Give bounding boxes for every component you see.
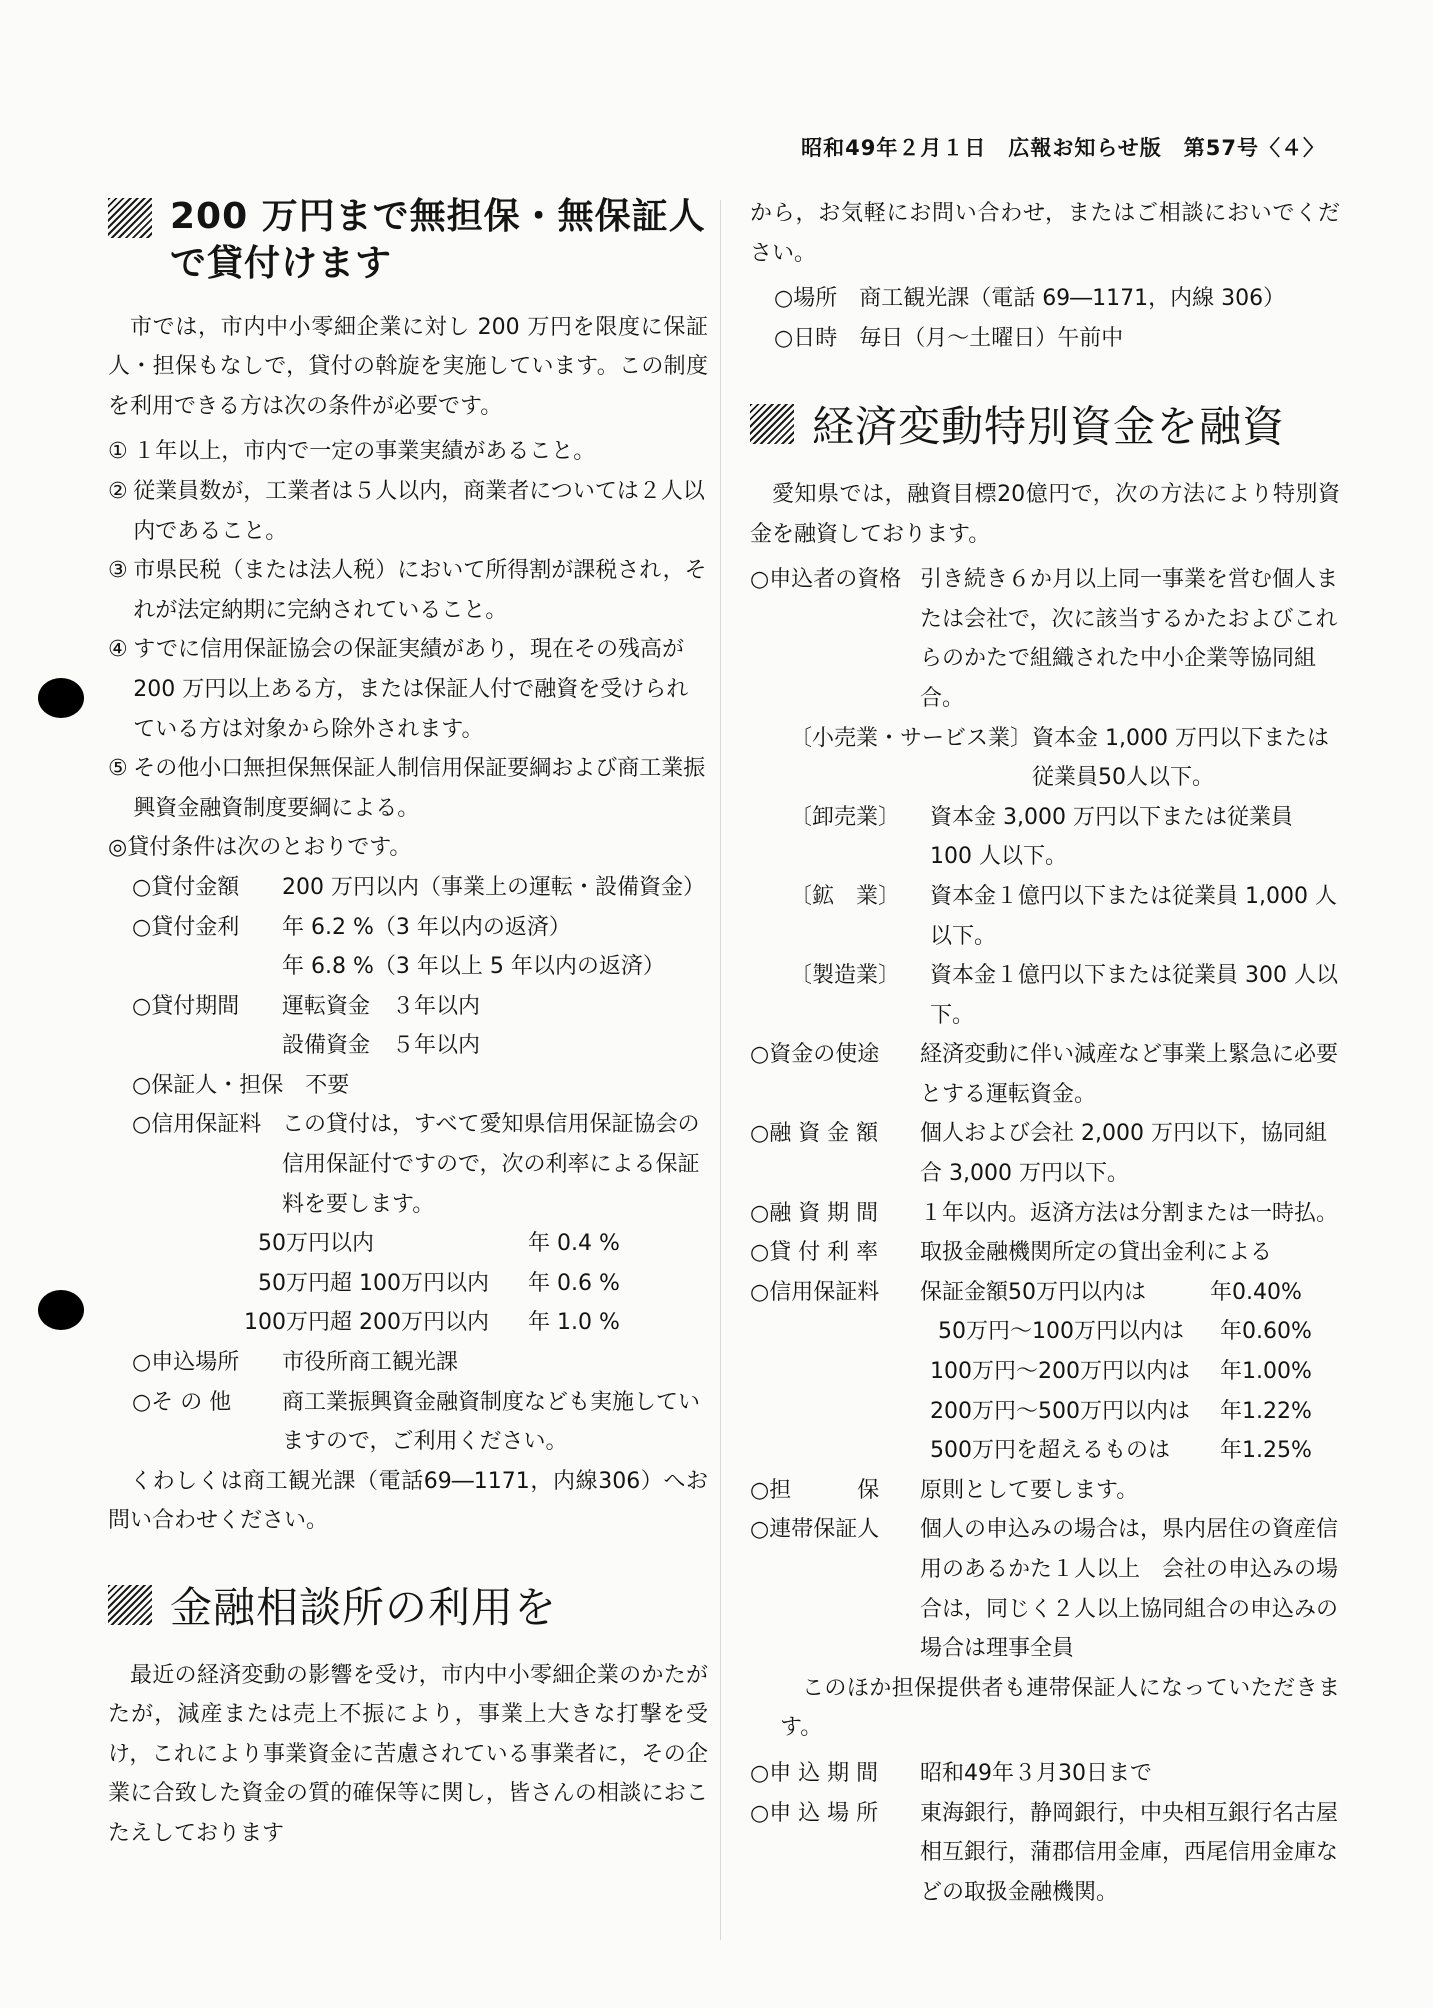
lending-rate-row: ○貸 付 利 率 取扱金融機関所定の貸出金利による — [750, 1240, 1273, 1266]
continuation-paragraph: から，お気軽にお問い合わせ，またはご相談においでください。 — [750, 201, 1340, 266]
section-title: 金融相談所の利用を — [170, 1583, 558, 1632]
conditions-list — [108, 432, 708, 828]
fee-table-row: 50万円以内 年 0.4 % — [258, 1231, 620, 1257]
loan-terms — [132, 868, 708, 1224]
hatch-mark-icon — [108, 198, 152, 238]
condition-item: ⑤ その他小口無担保無保証人制信用保証要綱および商工業振興資金融資制度要綱による。 — [108, 756, 706, 821]
fee-table-row: 50万円～100万円以内は 年0.60% — [938, 1319, 1312, 1345]
consultation-paragraph: 最近の経済変動の影響を受け，市内中小零細企業のかたがたが，減産または売上不振により，事業上大きな打撃を受け，これにより事業資金に苦慮されている事業者に，その企業に合致した資金の質的確保等に関し，皆さんの相談におこたえしております — [108, 1662, 708, 1846]
contact-paragraph: くわしくは商工観光課（電話69―1171，内線306）へお問い合わせください。 — [108, 1468, 708, 1534]
guarantor-row: ○保証人・担保 不要 — [132, 1072, 350, 1098]
application-place-row: ○申込場所 市役所商工観光課 — [132, 1350, 459, 1376]
joint-guarantor-row: ○連帯保証人 個人の申込みの場合は，県内居住の資産信用のあるかた１人以上 会社の申込みの場合は，同じく２人以上協同組合の申込みの場合は理事全員 — [750, 1517, 1339, 1662]
fee-table-row: 50万円超 100万円以内 年 0.6 % — [258, 1270, 620, 1296]
industry-row: 〔小売業・サービス業〕 資本金 1,000 万円以下または従業員50人以下。 — [790, 725, 1329, 791]
condition-item: ① １年以上，市内で一定の事業実績があること。 — [108, 439, 596, 465]
fee-table-row: 200万円～500万円以内は 年1.22% — [930, 1398, 1312, 1424]
guarantee-fee-row: ○信用保証料 この貸付は，すべて愛知県信用保証協会の信用保証付ですので，次の利率による保証料を要します。 — [132, 1112, 700, 1217]
special-funds-intro: 愛知県では，融資目標20億円で，次の方法により特別資金を融資しております。 — [750, 481, 1340, 547]
industry-row: 〔卸売業〕 資本金 3,000 万円以下または従業員 100 人以下。 — [790, 804, 1293, 870]
application-period-row: ○申 込 期 間 昭和49年３月30日まで — [750, 1760, 1152, 1786]
section-heading-special-funds — [750, 400, 1340, 455]
fee-table-row: 100万円超 200万円以内 年 1.0 % — [244, 1310, 620, 1336]
industry-row: 〔製造業〕 資本金１億円以下または従業員 300 人以下。 — [790, 963, 1338, 1028]
fund-use-row: ○資金の使途 経済変動に伴い減産など事業上緊急に必要とする運転資金。 — [750, 1042, 1339, 1107]
section-title: 200 万円まで無担保・無保証人 で貸付けます — [170, 196, 706, 284]
financing-period-row: ○融 資 期 間 １年以内。返済方法は分割または一時払。 — [750, 1200, 1339, 1226]
consultation-details — [774, 279, 1340, 358]
credit-guarantee-fee-table — [750, 1312, 1340, 1470]
hatch-mark-icon — [108, 1585, 152, 1625]
collateral-row: ○担 保 原則として要します。 — [750, 1477, 1139, 1503]
credit-guarantee-fee-row: ○信用保証料 保証金額50万円以内は 年0.40% — [750, 1279, 1302, 1305]
left-column — [108, 194, 708, 1860]
application-info — [132, 1343, 708, 1462]
fee-table-row: 100万円～200万円以内は 年1.00% — [930, 1359, 1312, 1385]
page-header: 昭和49年２月１日 広報お知らせ版 第57号〈４〉 — [801, 136, 1325, 160]
punch-hole-top — [38, 678, 84, 718]
column-divider — [720, 200, 721, 1940]
section-heading-unsecured-loan — [108, 194, 708, 288]
consultation-datetime: ○日時 毎日（月～土曜日）午前中 — [774, 325, 1124, 351]
joint-guarantor-note: このほか担保提供者も連帯保証人になっていただきます。 — [780, 1675, 1340, 1741]
financing-amount-row: ○融 資 金 額 個人および会社 2,000 万円以下，協同組合 3,000 万円以下。 — [750, 1121, 1327, 1187]
condition-item: ② 従業員数が，工業者は５人以内，商業者については２人以内であること。 — [108, 478, 705, 544]
loan-period-row: ○貸付期間 運転資金 ３年以内 設備資金 ５年以内 — [132, 993, 481, 1059]
condition-item: ④ すでに信用保証協会の保証実績があり，現在その残高が 200 万円以上ある方，または保証人付で融資を受けられている方は対象から除外されます。 — [108, 637, 689, 742]
section-title: 経済変動特別資金を融資 — [812, 402, 1286, 452]
guarantee-fee-table — [244, 1224, 708, 1343]
punch-hole-bottom — [38, 1290, 84, 1330]
loan-terms-title: ◎貸付条件は次のとおりです。 — [108, 835, 412, 861]
industry-row: 〔鉱 業〕 資本金１億円以下または従業員 1,000 人以下。 — [790, 883, 1337, 949]
loan-interest-row: ○貸付金利 年 6.2 %（3 年以内の返済） 年 6.8 %（3 年以上 5 年以内の返済） — [132, 914, 665, 980]
right-column — [750, 194, 1340, 1912]
fee-table-row: 500万円を超えるものは 年1.25% — [930, 1438, 1312, 1464]
hatch-mark-icon — [750, 404, 794, 444]
intro-paragraph: 市では，市内中小零細企業に対し 200 万円を限度に保証人・担保もなしで，貸付の斡旋を実施しています。この制度を利用できる方は次の条件が必要です。 — [108, 314, 708, 419]
section-heading-consultation — [108, 1581, 708, 1636]
eligibility-row: ○申込者の資格 引き続き６か月以上同一事業を営む個人または会社で，次に該当するかたおよびこれらのかたで組織された中小企業等協同組合。 — [750, 567, 1339, 711]
condition-item: ③ 市県民税（または法人税）において所得割が課税され，それが法定納期に完納されていること。 — [108, 558, 707, 623]
loan-amount-row: ○貸付金額 200 万円以内（事業上の運転・設備資金） — [132, 874, 705, 900]
consultation-place: ○場所 商工観光課（電話 69―1171，内線 306） — [774, 286, 1286, 312]
application-place-row: ○申 込 場 所 東海銀行，静岡銀行，中央相互銀行名古屋相互銀行，蒲郡信用金庫，西尾信用金庫などの取扱金融機関。 — [750, 1800, 1339, 1905]
other-row: ○そ の 他 商工業振興資金融資制度なども実施していますので，ご利用ください。 — [132, 1389, 701, 1455]
industry-list — [750, 719, 1340, 1036]
